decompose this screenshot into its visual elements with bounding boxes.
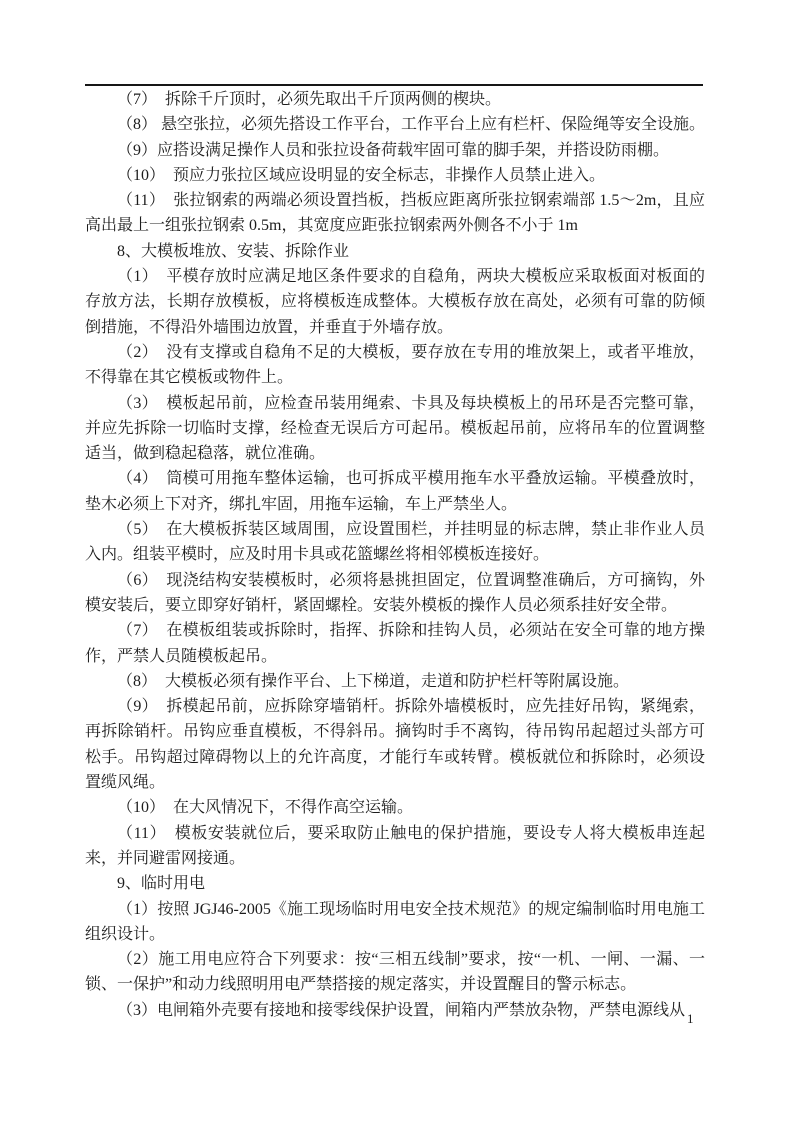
paragraph: （2） 没有支撑或自稳角不足的大模板，要存放在专用的堆放架上，或者平堆放，不得靠在其它模板或物件上。 — [85, 343, 705, 387]
document-body — [85, 87, 705, 1023]
paragraph: （6） 现浇结构安装模板时，必须将悬挑担固定，位置调整准确后，方可摘钩，外模安装后，要立即穿好销杆，紧固螺栓。安装外模板的操作人员必须系挂好安全带。 — [85, 571, 705, 614]
paragraph: （3） 模板起吊前，应检查吊装用绳索、卡具及每块模板上的吊环是否完整可靠，并应先拆除一切临时支撑，经检查无误后方可起吊。模板起吊前，应将吊车的位置调整适当，做到稳起稳落，就位准确。 — [85, 394, 705, 463]
paragraph: （7） 在模板组装或拆除时，指挥、拆除和挂钩人员，必须站在安全可靠的地方操作，严禁人员随模板起吊。 — [85, 622, 705, 665]
paragraph: （11） 张拉钢索的两端必须设置挡板，挡板应距离所张拉钢索端部 1.5～2m，且应高出最上一组张拉钢索 0.5m，其宽度应距张拉钢索两外侧各不小于 1m — [85, 192, 705, 235]
paragraph: （8） 悬空张拉，必须先搭设工作平台，工作平台上应有栏杆、保险绳等安全设施。 — [117, 116, 706, 134]
paragraph: （11） 模板安装就位后，要采取防止触电的保护措施，要设专人将大模板串连起来，并同避雷网接通。 — [85, 824, 705, 867]
paragraph: （7） 拆除千斤顶时，必须先取出千斤顶两侧的楔块。 — [117, 91, 502, 108]
header-rule — [85, 84, 703, 86]
paragraph: 9、临时用电 — [117, 875, 206, 893]
page-number: 1 — [687, 1011, 694, 1026]
paragraph: （3）电闸箱外壳要有接地和接零线保护设置，闸箱内严禁放杂物，严禁电源线从 — [117, 1001, 686, 1019]
paragraph: （1） 平模存放时应满足地区条件要求的自稳角，两块大模板应采取板面对板面的存放方法，长期存放模板，应将模板连成整体。大模板存放在高处，必须有可靠的防倾倒措施，不得沿外墙围边放置，并垂直于外墙存放。 — [85, 268, 705, 336]
paragraph: （8） 大模板必须有操作平台、上下梯道，走道和防护栏杆等附属设施。 — [117, 672, 630, 690]
paragraph: （9）应搭设满足操作人员和张拉设备荷载牢固可靠的脚手架，并搭设防雨棚。 — [117, 141, 670, 159]
paragraph: （10） 在大风情况下，不得作高空运输。 — [117, 799, 414, 817]
paragraph: 8、大模板堆放、安装、拆除作业 — [117, 242, 350, 260]
paragraph: （2）施工用电应符合下列要求：按“三相五线制”要求，按“一机、一闸、一漏、一锁、一保护”和动力线照明用电严禁搭接的规定落实，并设置醒目的警示标志。 — [85, 951, 705, 994]
paragraph: （9） 拆模起吊前，应拆除穿墙销杆。拆除外墙模板时，应先挂好吊钩，紧绳索，再拆除销杆。吊钩应垂直模板，不得斜吊。摘钩时手不离钩，待吊钩吊起超过头部方可松手。吊钩超过障碍物以上的允许高度，才能行车或转臂。模板就位和拆除时，必须设置缆风绳。 — [85, 698, 705, 792]
paragraph: （10） 预应力张拉区域应设明显的安全标志，非操作人员禁止进入。 — [117, 166, 606, 184]
paragraph: （1）按照 JGJ46-2005《施工现场临时用电安全技术规范》的规定编制临时用电施工组织设计。 — [85, 900, 705, 943]
paragraph: （4） 筒模可用拖车整体运输，也可拆成平模用拖车水平叠放运输。平模叠放时，垫木必须上下对齐，绑扎牢固，用拖车运输，车上严禁坐人。 — [85, 470, 705, 513]
paragraph: （5） 在大模板拆装区域周围，应设置围栏，并挂明显的标志牌，禁止非作业人员入内。组装平模时，应及时用卡具或花篮螺丝将相邻模板连接好。 — [85, 521, 705, 564]
